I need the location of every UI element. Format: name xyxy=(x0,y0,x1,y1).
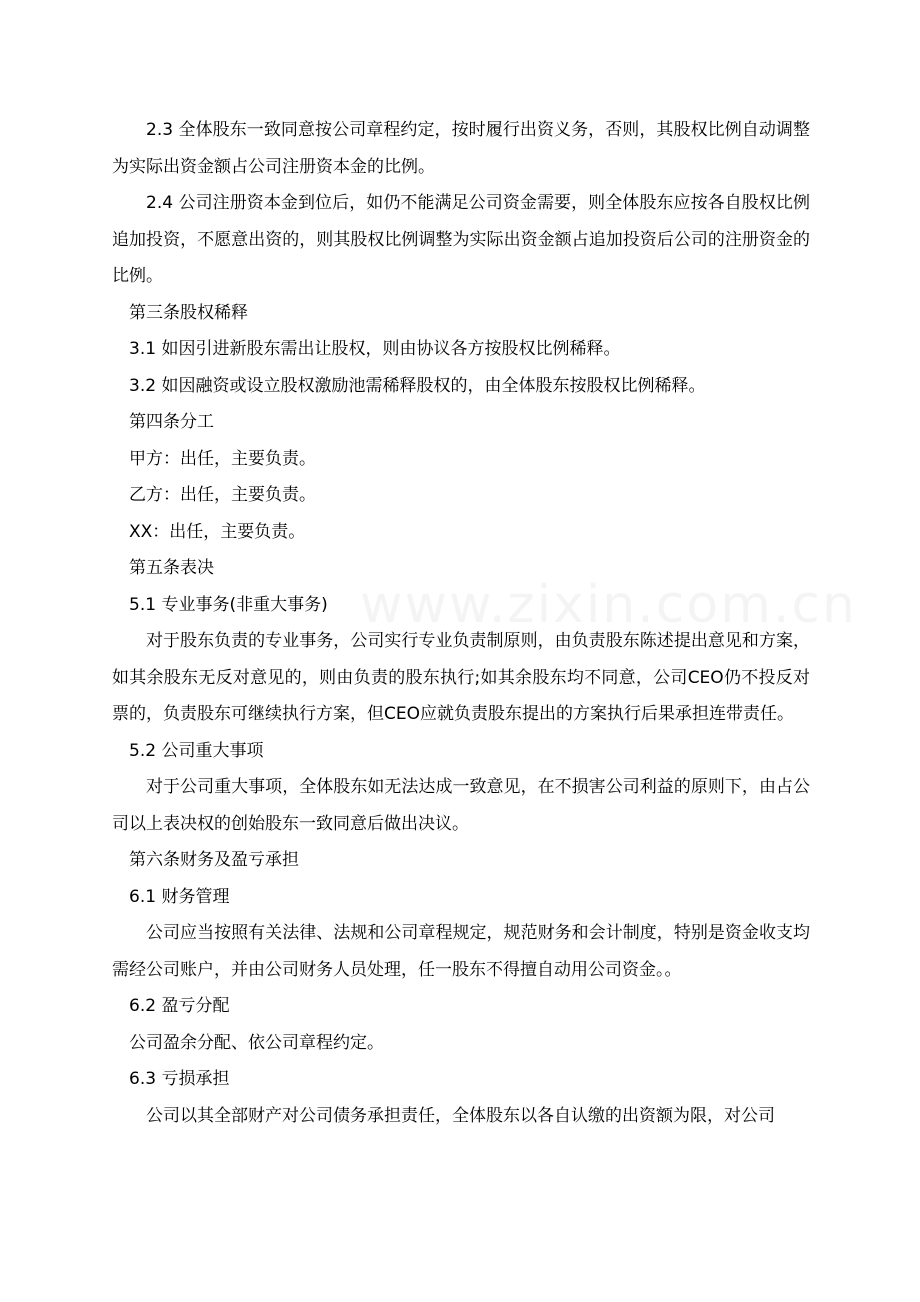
document-body xyxy=(112,112,810,1134)
clause-5-2-title: 5.2 公司重大事项 xyxy=(129,740,264,761)
clause-5-2-body: 对于公司重大事项，全体股东如无法达成一致意见，在不损害公司利益的原则下，由占公司以上表决权的创始股东一致同意后做出决议。 xyxy=(112,777,810,834)
party-b-role: 乙方：出任，主要负责。 xyxy=(129,485,316,505)
clause-5-1-title: 5.1 专业事务(非重大事务) xyxy=(129,594,328,615)
party-xx-role: XX：出任，主要负责。 xyxy=(129,521,306,542)
clause-3-1: 3.1 如因引进新股东需出让股权，则由协议各方按股权比例稀释。 xyxy=(129,339,621,359)
clause-6-2-title: 6.2 盈亏分配 xyxy=(129,996,230,1016)
clause-6-1-body: 公司应当按照有关法律、法规和公司章程规定，规范财务和会计制度，特别是资金收支均需经公司账户，并由公司财务人员处理，任一股东不得擅自动用公司资金。。 xyxy=(112,923,810,980)
article-6-title: 第六条财务及盈亏承担 xyxy=(129,850,299,870)
clause-6-3-body: 公司以其全部财产对公司债务承担责任，全体股东以各自认缴的出资额为限，对公司 xyxy=(146,1105,775,1126)
article-3-title: 第三条股权稀释 xyxy=(129,302,248,323)
article-5-title: 第五条表决 xyxy=(129,558,214,578)
clause-6-3-title: 6.3 亏损承担 xyxy=(129,1069,230,1089)
clause-6-1-title: 6.1 财务管理 xyxy=(129,886,230,907)
clause-5-1-body: 对于股东负责的专业事务，公司实行专业负责制原则，由负责股东陈述提出意见和方案，如其余股东无反对意见的，则由负责的股东执行;如其余股东均不同意，公司CEO仍不投反对票的，负责股东可继续执行方案，但CEO应就负责股东提出的方案执行后果承担连带责任。 xyxy=(112,631,810,724)
clause-3-2: 3.2 如因融资或设立股权激励池需稀释股权的，由全体股东按股权比例稀释。 xyxy=(129,375,706,396)
clause-6-2-body: 公司盈余分配、依公司章程约定。 xyxy=(129,1032,384,1053)
clause-2-4: 2.4 公司注册资本金到位后，如仍不能满足公司资金需要，则全体股东应按各自股权比例追加投资，不愿意出资的，则其股权比例调整为实际出资金额占追加投资后公司的注册资金的比例。 xyxy=(112,193,810,286)
article-4-title: 第四条分工 xyxy=(129,412,214,432)
clause-2-3: 2.3 全体股东一致同意按公司章程约定，按时履行出资义务，否则，其股权比例自动调整为实际出资金额占公司注册资本金的比例。 xyxy=(112,120,810,177)
party-a-role: 甲方：出任，主要负责。 xyxy=(129,448,316,469)
